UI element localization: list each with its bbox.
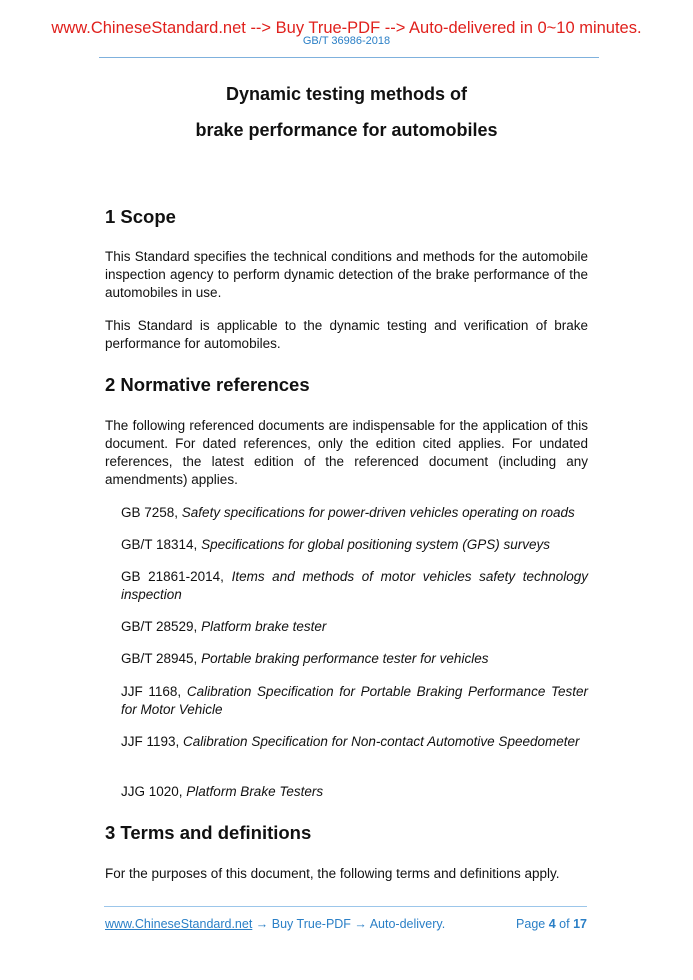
scope-paragraph: This Standard is applicable to the dynamic testing and verification of brake performance for automobiles. (105, 318, 588, 351)
references-intro-paragraph: The following referenced documents are indispensable for the application of this document. For dated references, only the edition cited applies. For undated references, the latest edition of the referenced document (including any amendments) applies. (105, 418, 588, 487)
reference-title: Platform brake tester (201, 619, 327, 634)
total-pages-number: 17 (573, 917, 587, 931)
reference-item (121, 683, 588, 719)
section-heading-scope: 1 Scope (105, 206, 176, 227)
promo-banner[interactable]: www.ChineseStandard.net --> Buy True-PDF --> Auto-delivered in 0~10 minutes. (51, 19, 642, 37)
page-label: Page (516, 917, 546, 931)
reference-item (121, 536, 588, 554)
reference-title: Calibration Specification for Non-contact Automotive Speedometer (183, 734, 580, 749)
reference-item (121, 733, 588, 751)
reference-code: JJF 1168, (121, 684, 187, 699)
terms-intro-paragraph: For the purposes of this document, the following terms and definitions apply. (105, 866, 560, 881)
footer-tagline: → Buy True-PDF → Auto-delivery. (252, 917, 446, 931)
reference-code: GB/T 28945, (121, 651, 202, 666)
section-heading-terms-and-definitions: 3 Terms and definitions (105, 822, 312, 843)
section-heading-normative-references: 2 Normative references (105, 374, 310, 395)
document-title-line-2: brake performance for automobiles (195, 120, 498, 140)
reference-item (121, 504, 588, 522)
scope-paragraph: This Standard specifies the technical conditions and methods for the automobile inspection agency to perform dynamic detection of the brake performance of the automobiles in use. (105, 249, 588, 300)
reference-item (121, 568, 588, 604)
reference-code: JJF 1193, (121, 734, 184, 749)
reference-code: GB/T 28529, (121, 619, 202, 634)
footer-site-link[interactable]: www.ChineseStandard.net (105, 917, 253, 931)
reference-code: JJG 1020, (121, 784, 187, 799)
reference-title: Portable braking performance tester for vehicles (201, 651, 489, 666)
reference-item (121, 783, 588, 801)
reference-title: Safety specifications for power-driven vehicles operating on roads (181, 505, 575, 520)
footer-divider (104, 906, 587, 907)
reference-title: Items and methods of motor vehicles safety technology inspection (121, 569, 589, 602)
of-label: of (559, 917, 570, 931)
reference-title: Platform Brake Testers (186, 784, 324, 799)
document-title-line-1: Dynamic testing methods of (225, 84, 468, 104)
reference-title: Specifications for global positioning system (GPS) surveys (201, 537, 550, 552)
reference-item (121, 650, 588, 668)
reference-code: GB 7258, (121, 505, 182, 520)
reference-title: Calibration Specification for Portable Braking Performance Tester for Motor Vehicle (121, 684, 589, 717)
header-divider (99, 57, 599, 58)
page-footer (105, 916, 587, 932)
page-indicator (516, 916, 587, 932)
current-page-number: 4 (548, 917, 556, 931)
reference-item (121, 618, 588, 636)
reference-code: GB 21861-2014, (121, 569, 232, 584)
document-code: GB/T 36986-2018 (302, 35, 391, 47)
reference-code: GB/T 18314, (121, 537, 202, 552)
